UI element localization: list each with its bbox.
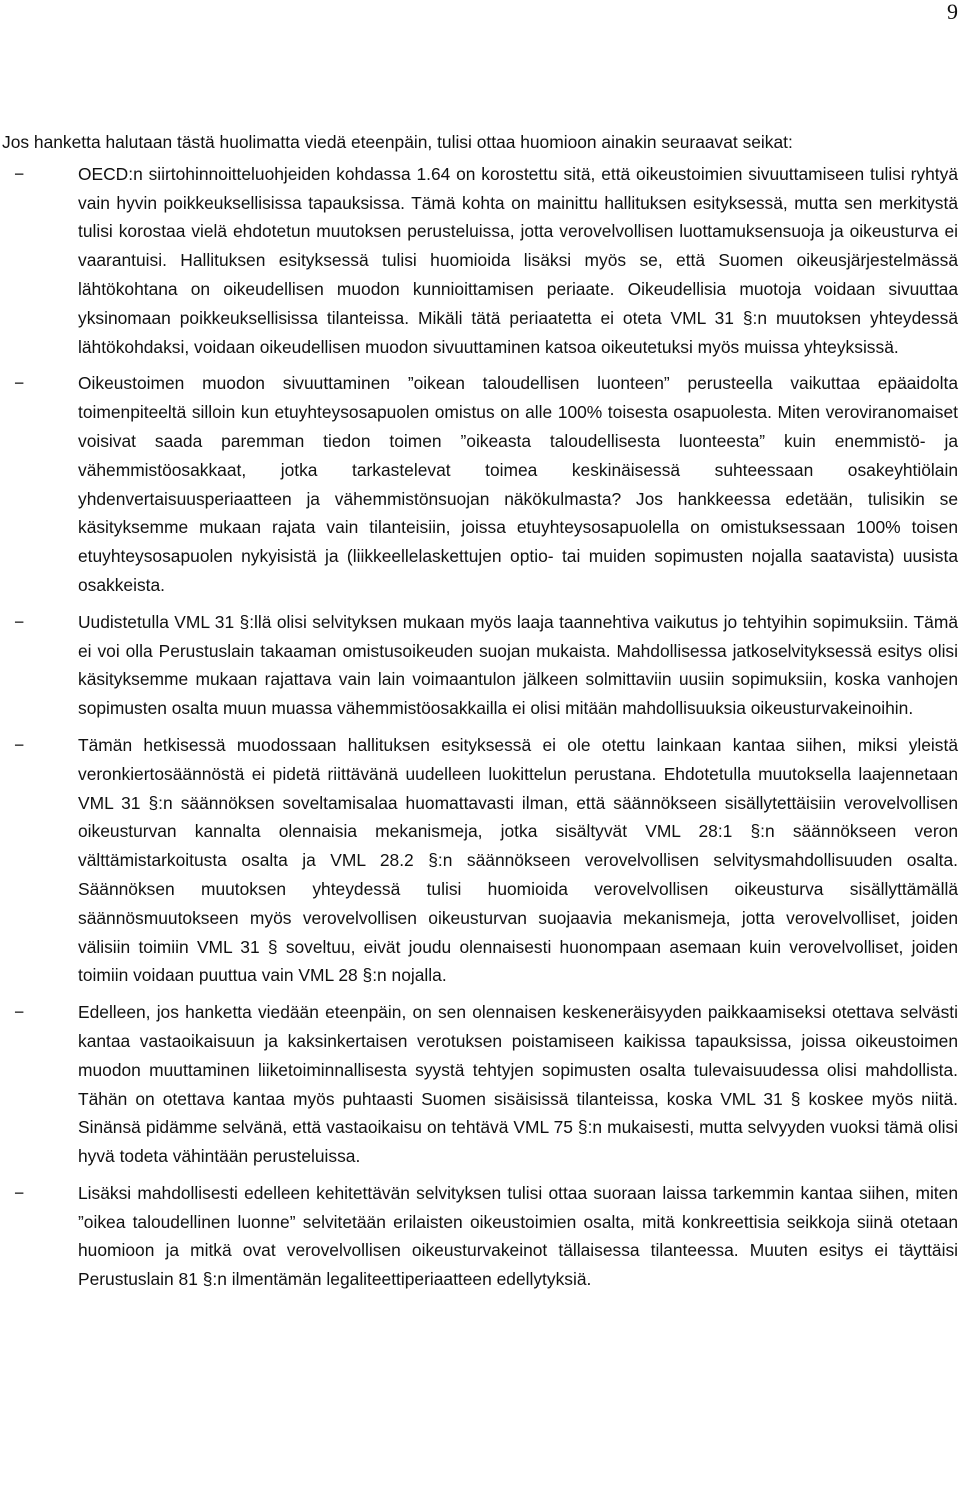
- document-body: [0, 128, 960, 1302]
- dash-bullet: −: [14, 1182, 25, 1203]
- list-item: [0, 369, 960, 599]
- list-item: [0, 160, 960, 362]
- list-item-text: Tämän hetkisessä muodossaan hallituksen esityksessä ei ole otettu lainkaan kantaa siihen, miksi yleistä veronkiertosäännöstä ei pidetä riittävänä uudelleen luokittelun perustana. Ehdotetulla muutoksella laajennetaan VML 31 §:n säännöksen soveltamisalaa huomattavasti ilman, että säännökseen sisällytettäisiin verovelvollisen oikeusturvan kannalta olennaisia mekanismeja, jotka sisältyvät VML 28:1 §:n säännökseen veron välttämistarkoitusta osalta ja VML 28.2 §:n säännökseen verovelvollisen selvitysmahdollisuuden osalta. Säännöksen muutoksen yhteydessä tulisi huomioida verovelvollisen oikeusturva sisällyttämällä säännösmuutokseen myös verovelvollisen oikeusturvan suojaavia mekanismeja, jotta verovelvolliset, joiden välisiin toimiin VML 31 § soveltuu, eivät joudu olennaisesti huonompaan asemaan kuin verovelvolliset, joiden toimiin voidaan puuttua vain VML 28 §:n nojalla.: [78, 734, 958, 986]
- list-item-text: Lisäksi mahdollisesti edelleen kehitettävän selvityksen tulisi ottaa suoraan laissa tarkemmin kantaa siihen, miten ”oikea taloudellinen luonne” selvitetään erilaisten oikeustoimien osalta, mitä konkreettisia seikkoja siinä otetaan huomioon ja mitkä ovat verovelvollisen oikeusturvakeinot tällaisessa tilanteessa. Muuten esitys ei täyttäisi Perustuslain 81 §:n ilmentämän legaliteettiperiaatteen edellytyksiä.: [78, 1182, 958, 1290]
- intro-paragraph: Jos hanketta halutaan tästä huolimatta viedä eteenpäin, tulisi ottaa huomioon ainakin seuraavat seikat:: [2, 132, 793, 152]
- dash-bullet: −: [14, 734, 25, 755]
- list-item-text: Oikeustoimen muodon sivuuttaminen ”oikean taloudellisen luonteen” perusteella vaikuttaa epäaidolta toimenpiteeltä silloin kun etuyhteysosapuolen omistus on alle 100% toisesta osapuolesta. Miten veroviranomaiset voisivat saada paremman tiedon toimen ”oikeasta taloudellisesta luonteesta” kuin enemmistö- ja vähemmistöosakkaat, jotka tarkastelevat toimea keskinäisessä suhteessaan osakeyhtiölain yhdenvertaisuusperiaatteen ja vähemmistönsuojan näkökulmasta? Jos hankkeessa edetään, tulisikin se käsityksemme mukaan rajata vain tilanteisiin, joissa etuyhteysosapuolella on omistuksessaan 100% toisen etuyhteysosapuolen nykyisistä ja (liikkeellelaskettujen optio- tai muiden sopimusten nojalla saatavista) uusista osakkeista.: [78, 373, 958, 595]
- list-item-text: Edelleen, jos hanketta viedään eteenpäin, on sen olennaisen keskeneräisyyden paikkaamiseksi otettava selvästi kantaa vastaoikaisuun ja kaksinkertaisen verotuksen poistamiseen kaikissa tapauksissa, joissa oikeustoimen muodon muuttaminen liiketoiminnallisesta syystä tehtyjen sopimusten osalta tulevaisuudessa olisi mahdollista. Tähän on otettava kantaa myös puhtaasti Suomen sisäisissä tilanteissa, koska VML 31 § koskee myös niitä. Sinänsä pidämme selvänä, että vastaoikaisu on tehtävä VML 75 §:n mukaisesti, mutta selvyyden vuoksi tämä olisi hyvä todeta vähintään perusteluissa.: [78, 1002, 958, 1167]
- dash-bullet: −: [14, 163, 25, 184]
- list-item: [0, 731, 960, 990]
- list-item-text: OECD:n siirtohinnoitteluohjeiden kohdassa 1.64 on korostettu sitä, että oikeustoimien sivuuttamiseen tulisi ryhtyä vain hyvin poikkeuksellisissa tapauksissa. Tämä kohta on mainittu hallituksen esityksessä, mutta sen merkitystä tulisi korostaa vielä ehdotetun muutoksen perusteluissa, jotta verovelvollisen luottamuksensuoja ja oikeusturva ei vaarantuisi. Hallituksen esityksessä tulisi huomioida lisäksi myös se, että Suomen oikeusjärjestelmässä lähtökohtana on oikeudellisen muodon kunnioittamisen periaate. Oikeudellisia muotoja voidaan sivuuttaa yksinomaan poikkeuksellisissa tilanteissa. Mikäli tätä periaatetta ei oteta VML 31 §:n muutoksen yhteydessä lähtökohdaksi, voidaan oikeudellisen muodon sivuuttaminen katsoa oikeutetuksi myös muissa yhteyksissä.: [78, 163, 958, 357]
- dash-bullet: −: [14, 373, 25, 394]
- list-item-text: Uudistetulla VML 31 §:llä olisi selvityksen mukaan myös laaja taannehtiva vaikutus jo tehtyihin sopimuksiin. Tämä ei voi olla Perustuslain takaaman omistusoikeuden suojan mukaista. Mahdollisessa jatkoselvityksessä esitys olisi käsityksemme mukaan rajattava vain lain voimaantulon jälkeen solmittaviin uusiin sopimuksiin, koska vanhojen sopimusten osalta muun muassa vähemmistöosakkailla ei olisi mitään mahdollisuuksia oikeusturvakeinoihin.: [78, 611, 958, 719]
- list-item: [0, 608, 960, 723]
- page-number: 9: [947, 0, 958, 24]
- dash-bullet: −: [14, 611, 25, 632]
- list-item: [0, 998, 960, 1171]
- list-item: [0, 1179, 960, 1294]
- considerations-list: [0, 160, 960, 1294]
- dash-bullet: −: [14, 1002, 25, 1023]
